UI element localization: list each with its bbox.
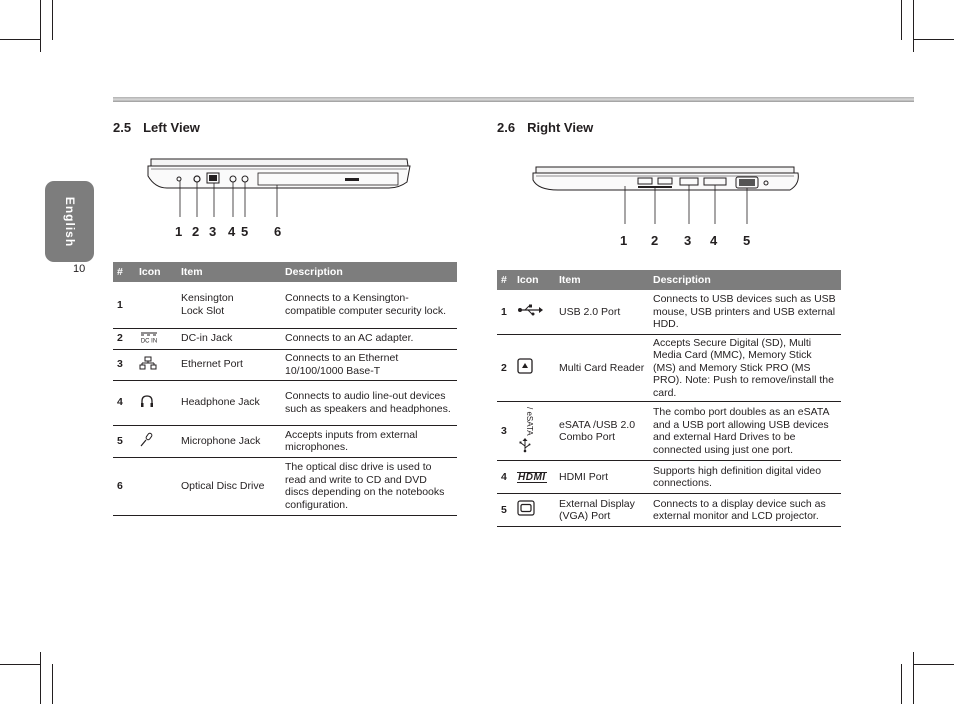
table-row: [497, 334, 841, 402]
row-number: 3: [113, 349, 135, 380]
row-item: Multi Card Reader: [555, 334, 649, 402]
crop-mark: [52, 0, 53, 40]
left-view-laptop-illustration: [145, 154, 415, 222]
left-view-heading: [113, 120, 200, 135]
table-row: [113, 457, 457, 515]
crop-mark: [901, 0, 902, 40]
row-item: USB 2.0 Port: [555, 290, 649, 334]
right-view-heading: [497, 120, 593, 135]
row-number: 2: [113, 328, 135, 349]
row-icon-cell: [513, 334, 555, 402]
row-item: Headphone Jack: [177, 380, 281, 425]
left-callout-3: 3: [209, 224, 217, 239]
crop-mark: [901, 664, 902, 704]
row-description: The combo port doubles as an eSATA and a USB port allowing USB devices and external Hard Drives to be connected using just one port.: [649, 402, 841, 461]
left-callout-4: 4: [228, 224, 236, 239]
table-row: [113, 282, 457, 328]
row-item: HDMI Port: [555, 461, 649, 494]
row-number: 4: [497, 461, 513, 494]
ethernet-icon: [139, 356, 157, 370]
row-icon-cell: [135, 349, 177, 380]
right-view-title: Right View: [527, 120, 594, 135]
table-row: [113, 425, 457, 457]
left-view-section-number: 2.5: [113, 120, 132, 135]
crop-mark: [0, 39, 40, 40]
left-callout-6: 6: [274, 224, 282, 239]
dc-in-icon: [139, 331, 159, 343]
right-callout-4: 4: [710, 233, 718, 248]
table-header-row: [113, 262, 457, 282]
crop-mark: [0, 664, 40, 665]
column-header: Description: [281, 262, 457, 282]
right-callout-1: 1: [620, 233, 628, 248]
column-header: Icon: [135, 262, 177, 282]
table-row: [497, 494, 841, 527]
row-description: Connects to audio line-out devices such as speakers and headphones.: [281, 380, 457, 425]
column-header: Icon: [513, 270, 555, 290]
row-icon-cell: [135, 457, 177, 515]
row-number: 6: [113, 457, 135, 515]
row-description: Connects to an Ethernet 10/100/1000 Base-T: [281, 349, 457, 380]
crop-mark: [913, 0, 914, 52]
esata-usb-icon: [517, 405, 533, 453]
row-icon-cell: [135, 328, 177, 349]
row-description: The optical disc drive is used to read and write to CD and DVD discs depending on the notebooks configuration.: [281, 457, 457, 515]
row-number: 4: [113, 380, 135, 425]
table-header-row: [497, 270, 841, 290]
crop-mark: [914, 39, 954, 40]
table-row: [113, 349, 457, 380]
right-callout-2: 2: [651, 233, 659, 248]
left-view-table: [113, 262, 457, 516]
esata-icon-label: / eSATA: [525, 407, 534, 436]
row-item: Kensington Lock Slot: [177, 282, 281, 328]
row-item: External Display (VGA) Port: [555, 494, 649, 527]
row-item: Ethernet Port: [177, 349, 281, 380]
right-view-table: [497, 270, 841, 527]
column-header: Description: [649, 270, 841, 290]
column-header: #: [113, 262, 135, 282]
vga-icon: [517, 500, 535, 516]
left-callout-5: 5: [241, 224, 249, 239]
row-description: Connects to USB devices such as USB mouse, USB printers and USB external HDD.: [649, 290, 841, 334]
hdmi-icon: HDMI: [518, 471, 546, 483]
row-description: Accepts Secure Digital (SD), Multi Media Card (MMC), Memory Stick (MS) and Memory Stick PRO (MS PRO). Note: Push to remove/install the card.: [649, 334, 841, 402]
svg-text:DC IN: DC IN: [140, 338, 158, 345]
headphone-icon: [139, 394, 155, 408]
row-number: 3: [497, 402, 513, 461]
row-icon-cell: [513, 290, 555, 334]
table-row: [497, 290, 841, 334]
microphone-icon: [139, 431, 155, 447]
column-header: Item: [555, 270, 649, 290]
right-view-section-number: 2.6: [497, 120, 516, 135]
language-tab-label: English: [62, 196, 77, 247]
crop-mark: [40, 652, 41, 704]
row-description: Connects to an AC adapter.: [281, 328, 457, 349]
crop-mark: [914, 664, 954, 665]
card-reader-icon: [517, 358, 533, 374]
row-icon-cell: [513, 494, 555, 527]
table-row: [113, 328, 457, 349]
table-row: [113, 380, 457, 425]
right-view-laptop-illustration: [530, 162, 802, 230]
right-callout-3: 3: [684, 233, 692, 248]
right-callout-5: 5: [743, 233, 751, 248]
page-number: 10: [73, 263, 86, 275]
header-rule: [113, 97, 914, 102]
table-row: [497, 461, 841, 494]
crop-mark: [913, 652, 914, 704]
usb-icon: [517, 304, 543, 316]
row-item: DC-in Jack: [177, 328, 281, 349]
row-number: 1: [113, 282, 135, 328]
row-icon-cell: [513, 402, 555, 461]
row-number: 5: [497, 494, 513, 527]
row-number: 2: [497, 334, 513, 402]
row-icon-cell: [135, 282, 177, 328]
row-description: Connects to a Kensington-compatible computer security lock.: [281, 282, 457, 328]
row-description: Connects to a display device such as external monitor and LCD projector.: [649, 494, 841, 527]
table-row: [497, 402, 841, 461]
row-description: Supports high definition digital video connections.: [649, 461, 841, 494]
left-callout-2: 2: [192, 224, 200, 239]
language-tab: [45, 181, 94, 262]
crop-mark: [40, 0, 41, 52]
left-view-title: Left View: [143, 120, 200, 135]
row-number: 5: [113, 425, 135, 457]
column-header: Item: [177, 262, 281, 282]
crop-mark: [52, 664, 53, 704]
row-number: 1: [497, 290, 513, 334]
column-header: #: [497, 270, 513, 290]
row-icon-cell: [513, 461, 555, 494]
left-callout-1: 1: [175, 224, 183, 239]
row-item: Microphone Jack: [177, 425, 281, 457]
row-icon-cell: [135, 380, 177, 425]
row-item: eSATA /USB 2.0 Combo Port: [555, 402, 649, 461]
row-description: Accepts inputs from external microphones.: [281, 425, 457, 457]
row-item: Optical Disc Drive: [177, 457, 281, 515]
row-icon-cell: [135, 425, 177, 457]
